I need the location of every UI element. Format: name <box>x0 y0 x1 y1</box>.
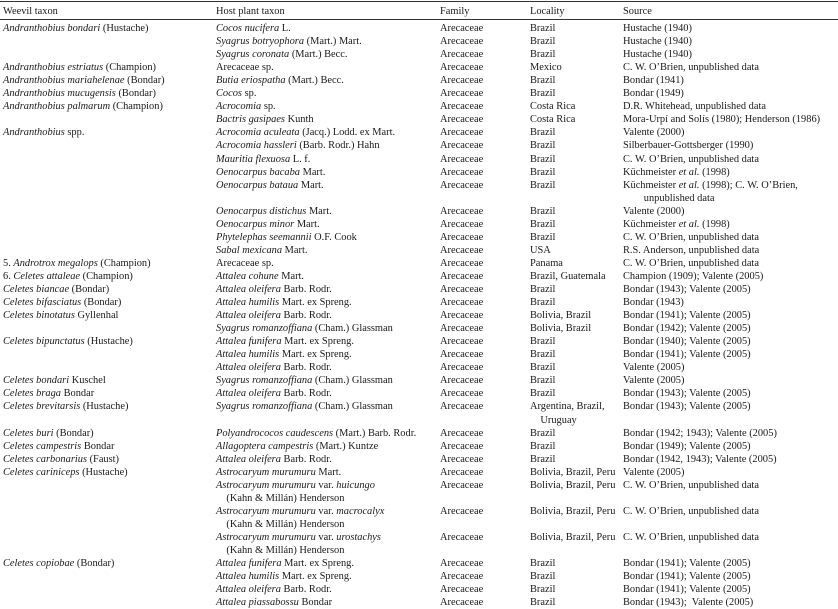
host-plant-cell: Polyandrococos caudescens (Mart.) Barb. Rodr. <box>216 427 417 439</box>
header-weevil-taxon: Weevil taxon <box>3 6 58 17</box>
host-plant-cell: Acrocomia hassleri (Barb. Rodr.) Hahn <box>216 140 380 152</box>
table-row <box>0 283 838 296</box>
weevil-taxon-cell: Andranthobius estriatus (Champion) <box>3 62 156 74</box>
weevil-taxon-cell: Celetes copiobae (Bondar) <box>3 558 115 570</box>
source-cell: Hustache (1940) <box>623 36 692 48</box>
table-row <box>0 387 838 400</box>
family-cell: Arecaceae <box>440 257 484 269</box>
host-plant-cell: Astrocaryum murumuru var. macrocalyx <box>216 505 385 517</box>
table-row <box>0 544 838 557</box>
locality-cell: Brazil <box>530 88 556 100</box>
host-plant-cell: Cocos sp. <box>216 88 257 100</box>
host-plant-cell: Astrocaryum murumuru Mart. <box>216 466 342 478</box>
weevil-taxon-cell: Celetes bipunctatus (Hustache) <box>3 336 133 348</box>
table-row <box>0 257 838 270</box>
weevil-taxon-cell: Celetes buri (Bondar) <box>3 427 94 439</box>
table-row <box>0 205 838 218</box>
table-row <box>0 309 838 322</box>
source-cell: Bondar (1941); Valente (2005) <box>623 558 751 570</box>
locality-cell: Bolivia, Brazil <box>530 323 592 335</box>
host-plant-cell: Astrocaryum murumuru var. huicungo <box>216 479 375 491</box>
table-row <box>0 414 838 427</box>
table-row <box>0 492 838 505</box>
host-plant-cell: Syagrus romanzoffiana (Cham.) Glassman <box>216 323 393 335</box>
weevil-taxon-cell: Andranthobius spp. <box>3 127 85 139</box>
host-plant-cell: Acrocomia sp. <box>216 101 276 113</box>
header-host-plant-taxon: Host plant taxon <box>216 6 285 17</box>
locality-cell: Brazil <box>530 127 556 139</box>
table-row <box>0 583 838 596</box>
source-cell: Bondar (1941); Valente (2005) <box>623 310 751 322</box>
host-plant-cell: Attalea oleifera Barb. Rodr. <box>216 310 332 322</box>
source-cell: Bondar (1941) <box>623 75 684 87</box>
table-row <box>0 126 838 139</box>
table-row <box>0 466 838 479</box>
host-plant-cell: Allagoptera campestris (Mart.) Kuntze <box>216 440 379 452</box>
header-source: Source <box>623 6 652 17</box>
host-plant-cell: (Kahn & Millán) Henderson <box>216 545 345 556</box>
source-cell: Bondar (1949); Valente (2005) <box>623 440 751 452</box>
family-cell: Arecaceae <box>440 323 484 335</box>
family-cell: Arecaceae <box>440 597 484 609</box>
host-plant-cell: Mauritia flexuosa L. f. <box>216 153 311 165</box>
family-cell: Arecaceae <box>440 310 484 322</box>
top-rule <box>0 1 838 2</box>
family-cell: Arecaceae <box>440 558 484 570</box>
host-plant-cell: Attalea oleifera Barb. Rodr. <box>216 362 332 374</box>
source-cell: Bondar (1943); Valente (2005) <box>623 388 751 400</box>
table-row <box>0 61 838 74</box>
family-cell: Arecaceae <box>440 270 484 282</box>
source-cell: Champion (1909); Valente (2005) <box>623 270 764 282</box>
family-cell: Arecaceae <box>440 466 484 478</box>
locality-cell: Brazil <box>530 153 556 165</box>
host-plant-cell: Oenocarpus bataua Mart. <box>216 179 324 191</box>
source-cell: Bondar (1943) <box>623 297 684 309</box>
host-plant-cell: Attalea funifera Mart. ex Spreng. <box>216 336 354 348</box>
locality-cell: Bolivia, Brazil, Peru <box>530 505 616 517</box>
family-cell: Arecaceae <box>440 49 484 61</box>
source-cell: Valente (2005) <box>623 466 685 478</box>
family-cell: Arecaceae <box>440 440 484 452</box>
source-cell: Bondar (1943); Valente (2005) <box>623 401 751 413</box>
table-row <box>0 453 838 466</box>
locality-cell: Bolivia, Brazil, Peru <box>530 531 616 543</box>
source-cell: Hustache (1940) <box>623 49 692 61</box>
table-row <box>0 139 838 152</box>
family-cell: Arecaceae <box>440 531 484 543</box>
source-cell: Valente (2000) <box>623 205 685 217</box>
weevil-taxon-cell: Celetes cariniceps (Hustache) <box>3 466 128 478</box>
header-locality: Locality <box>530 6 565 17</box>
table-row <box>0 518 838 531</box>
family-cell: Arecaceae <box>440 505 484 517</box>
locality-cell: Brazil <box>530 349 556 361</box>
family-cell: Arecaceae <box>440 584 484 596</box>
family-cell: Arecaceae <box>440 88 484 100</box>
locality-cell: Brazil <box>530 597 556 609</box>
source-cell: C. W. O’Brien, unpublished data <box>623 231 759 243</box>
source-cell: Mora-Urpí and Solís (1980); Henderson (1986) <box>623 114 821 126</box>
family-cell: Arecaceae <box>440 218 484 230</box>
locality-cell: Brazil <box>530 584 556 596</box>
host-plant-cell: Bactris gasipaes Kunth <box>216 114 314 126</box>
locality-cell: Brazil <box>530 166 556 178</box>
locality-cell: Brazil <box>530 75 556 87</box>
locality-cell: Argentina, Brazil, <box>530 401 605 413</box>
host-plant-cell: Syagrus romanzoffiana (Cham.) Glassman <box>216 375 393 387</box>
source-cell: Bondar (1942, 1943); Valente (2005) <box>623 453 777 465</box>
family-cell: Arecaceae <box>440 571 484 583</box>
family-cell: Arecaceae <box>440 453 484 465</box>
weevil-taxon-cell: Celetes bifasciatus (Bondar) <box>3 297 122 309</box>
host-plant-cell: Cocos nucifera L. <box>216 23 291 34</box>
locality-cell: Bolivia, Brazil, Peru <box>530 479 616 491</box>
table-row <box>0 100 838 113</box>
source-cell: Valente (2005) <box>623 375 685 387</box>
table-row <box>0 35 838 48</box>
table-row <box>0 570 838 583</box>
host-plant-cell: (Kahn & Millán) Henderson <box>216 518 345 530</box>
family-cell: Arecaceae <box>440 297 484 309</box>
family-cell: Arecaceae <box>440 244 484 256</box>
host-plant-cell: Attalea funifera Mart. ex Spreng. <box>216 558 354 570</box>
family-cell: Arecaceae <box>440 23 484 34</box>
source-cell: C. W. O’Brien, unpublished data <box>623 505 759 517</box>
host-plant-cell: Syagrus coronata (Mart.) Becc. <box>216 49 348 61</box>
source-cell: R.S. Anderson, unpublished data <box>623 244 760 256</box>
host-plant-cell: Arecaceae sp. <box>216 257 274 269</box>
table-row <box>0 335 838 348</box>
table-row <box>0 192 838 205</box>
locality-cell: Brazil <box>530 36 556 48</box>
table-row <box>0 557 838 570</box>
source-cell: Bondar (1949) <box>623 88 684 100</box>
locality-cell: Bolivia, Brazil, Peru <box>530 466 616 478</box>
source-cell: Silberbauer-Gottsberger (1990) <box>623 140 754 152</box>
table-row <box>0 231 838 244</box>
table-row <box>0 153 838 166</box>
locality-cell: Brazil <box>530 427 556 439</box>
source-cell: Bondar (1941); Valente (2005) <box>623 584 751 596</box>
locality-cell: Brazil <box>530 205 556 217</box>
family-cell: Arecaceae <box>440 401 484 413</box>
source-cell: Bondar (1942); Valente (2005) <box>623 323 751 335</box>
family-cell: Arecaceae <box>440 349 484 361</box>
source-cell: Bondar (1943); Valente (2005) <box>623 284 751 295</box>
source-cell: C. W. O’Brien, unpublished data <box>623 531 759 543</box>
family-cell: Arecaceae <box>440 127 484 139</box>
source-cell: Bondar (1943); Valente (2005) <box>623 597 754 609</box>
table-row <box>0 479 838 492</box>
family-cell: Arecaceae <box>440 388 484 400</box>
table-row <box>0 427 838 440</box>
table-row <box>0 348 838 361</box>
host-plant-cell: Attalea cohune Mart. <box>216 270 305 282</box>
host-plant-cell: Syagrus botryophora (Mart.) Mart. <box>216 36 362 48</box>
table-row <box>0 374 838 387</box>
table-row <box>0 440 838 453</box>
locality-cell: Brazil <box>530 336 556 348</box>
host-plant-cell: Phytelephas seemannii O.F. Cook <box>216 231 357 243</box>
host-plant-cell: Attalea oleifera Barb. Rodr. <box>216 284 332 295</box>
source-cell: C. W. O’Brien, unpublished data <box>623 153 759 165</box>
family-cell: Arecaceae <box>440 140 484 152</box>
host-plant-cell: Acrocomia aculeata (Jacq.) Lodd. ex Mart. <box>216 127 396 139</box>
source-cell: Küchmeister et al. (1998) <box>623 166 730 178</box>
table-row <box>0 596 838 609</box>
host-plant-cell: (Kahn & Millán) Henderson <box>216 492 345 504</box>
locality-cell: Brazil <box>530 231 556 243</box>
family-cell: Arecaceae <box>440 375 484 387</box>
host-plant-cell: Sabal mexicana Mart. <box>216 244 308 256</box>
table-row <box>0 361 838 374</box>
weevil-taxon-cell: Andranthobius mucugensis (Bondar) <box>3 88 156 100</box>
host-plant-cell: Butia eriospatha (Mart.) Becc. <box>216 75 344 87</box>
locality-cell: Brazil <box>530 558 556 570</box>
locality-cell: Costa Rica <box>530 101 576 113</box>
locality-cell: Brazil <box>530 440 556 452</box>
weevil-taxon-cell: 5. Androtrox megalops (Champion) <box>3 257 151 269</box>
source-cell: D.R. Whitehead, unpublished data <box>623 101 766 113</box>
weevil-taxon-cell: 6. Celetes attaleae (Champion) <box>3 270 133 282</box>
source-cell: Küchmeister et al. (1998); C. W. O’Brien, <box>623 179 798 191</box>
family-cell: Arecaceae <box>440 114 484 126</box>
family-cell: Arecaceae <box>440 362 484 374</box>
family-cell: Arecaceae <box>440 479 484 491</box>
host-plant-cell: Oenocarpus distichus Mart. <box>216 205 332 217</box>
locality-cell: Uruguay <box>530 414 577 426</box>
source-cell: Valente (2000) <box>623 127 685 139</box>
locality-cell: Mexico <box>530 62 562 74</box>
locality-cell: Brazil <box>530 218 556 230</box>
weevil-taxon-cell: Celetes braga Bondar <box>3 388 95 400</box>
table-row <box>0 270 838 283</box>
locality-cell: Brazil <box>530 23 556 34</box>
family-cell: Arecaceae <box>440 427 484 439</box>
weevil-taxon-cell: Celetes binotatus Gyllenhal <box>3 310 119 322</box>
host-plant-cell: Arecaceae sp. <box>216 62 274 74</box>
host-plant-cell: Attalea humilis Mart. ex Spreng. <box>216 349 352 361</box>
host-plant-cell: Attalea piassabossu Bondar <box>216 597 333 609</box>
weevil-taxon-cell: Celetes carbonarius (Faust) <box>3 453 120 465</box>
host-plant-cell: Oenocarpus bacaba Mart. <box>216 166 326 178</box>
locality-cell: Brazil <box>530 297 556 309</box>
source-cell: unpublished data <box>623 192 715 204</box>
table-row <box>0 22 838 35</box>
locality-cell: Brazil <box>530 284 556 295</box>
source-cell: C. W. O’Brien, unpublished data <box>623 62 759 74</box>
table-row <box>0 296 838 309</box>
locality-cell: Brazil <box>530 140 556 152</box>
host-plant-cell: Attalea humilis Mart. ex Spreng. <box>216 297 352 309</box>
table-row <box>0 87 838 100</box>
table-row <box>0 531 838 544</box>
header-rule <box>0 19 838 20</box>
table-row <box>0 113 838 126</box>
weevil-taxon-cell: Andranthobius mariahelenae (Bondar) <box>3 75 165 87</box>
table-row <box>0 400 838 413</box>
source-cell: Hustache (1940) <box>623 23 692 34</box>
weevil-taxon-cell: Celetes campestris Bondar <box>3 440 115 452</box>
locality-cell: USA <box>530 244 551 256</box>
table-row <box>0 218 838 231</box>
table-row <box>0 505 838 518</box>
table-row <box>0 48 838 61</box>
host-plant-cell: Attalea oleifera Barb. Rodr. <box>216 388 332 400</box>
family-cell: Arecaceae <box>440 231 484 243</box>
locality-cell: Brazil <box>530 49 556 61</box>
family-cell: Arecaceae <box>440 179 484 191</box>
locality-cell: Brazil <box>530 453 556 465</box>
table-row <box>0 322 838 335</box>
source-cell: Bondar (1942; 1943); Valente (2005) <box>623 427 777 439</box>
weevil-taxon-cell: Celetes biancae (Bondar) <box>3 284 110 295</box>
locality-cell: Brazil <box>530 375 556 387</box>
locality-cell: Panama <box>530 257 563 269</box>
header-family: Family <box>440 6 470 17</box>
locality-cell: Brazil <box>530 362 556 374</box>
weevil-taxon-cell: Andranthobius palmarum (Champion) <box>3 101 163 113</box>
weevil-taxon-cell: Celetes brevitarsis (Hustache) <box>3 401 129 413</box>
host-plant-cell: Syagrus romanzoffiana (Cham.) Glassman <box>216 401 393 413</box>
table-row <box>0 179 838 192</box>
locality-cell: Brazil <box>530 179 556 191</box>
table-row <box>0 74 838 87</box>
locality-cell: Costa Rica <box>530 114 576 126</box>
host-plant-cell: Astrocaryum murumuru var. urostachys <box>216 531 381 543</box>
family-cell: Arecaceae <box>440 62 484 74</box>
family-cell: Arecaceae <box>440 205 484 217</box>
family-cell: Arecaceae <box>440 75 484 87</box>
locality-cell: Bolivia, Brazil <box>530 310 592 322</box>
source-cell: Bondar (1940); Valente (2005) <box>623 336 751 348</box>
host-plant-cell: Attalea oleifera Barb. Rodr. <box>216 453 332 465</box>
family-cell: Arecaceae <box>440 284 484 295</box>
family-cell: Arecaceae <box>440 336 484 348</box>
source-cell: C. W. O’Brien, unpublished data <box>623 257 759 269</box>
family-cell: Arecaceae <box>440 101 484 113</box>
locality-cell: Brazil <box>530 388 556 400</box>
host-plant-cell: Attalea oleifera Barb. Rodr. <box>216 584 332 596</box>
host-plant-cell: Oenocarpus minor Mart. <box>216 218 320 230</box>
table-row <box>0 244 838 257</box>
family-cell: Arecaceae <box>440 153 484 165</box>
host-plant-cell: Attalea humilis Mart. ex Spreng. <box>216 571 352 583</box>
locality-cell: Brazil <box>530 571 556 583</box>
locality-cell: Brazil, Guatemala <box>530 270 606 282</box>
family-cell: Arecaceae <box>440 36 484 48</box>
weevil-taxon-cell: Celetes bondari Kuschel <box>3 375 106 387</box>
weevil-taxon-cell: Andranthobius bondari (Hustache) <box>3 23 149 34</box>
source-cell: C. W. O’Brien, unpublished data <box>623 479 759 491</box>
family-cell: Arecaceae <box>440 166 484 178</box>
source-cell: Bondar (1941); Valente (2005) <box>623 571 751 583</box>
source-cell: Küchmeister et al. (1998) <box>623 218 730 230</box>
table-row <box>0 166 838 179</box>
source-cell: Bondar (1941); Valente (2005) <box>623 349 751 361</box>
source-cell: Valente (2005) <box>623 362 685 374</box>
